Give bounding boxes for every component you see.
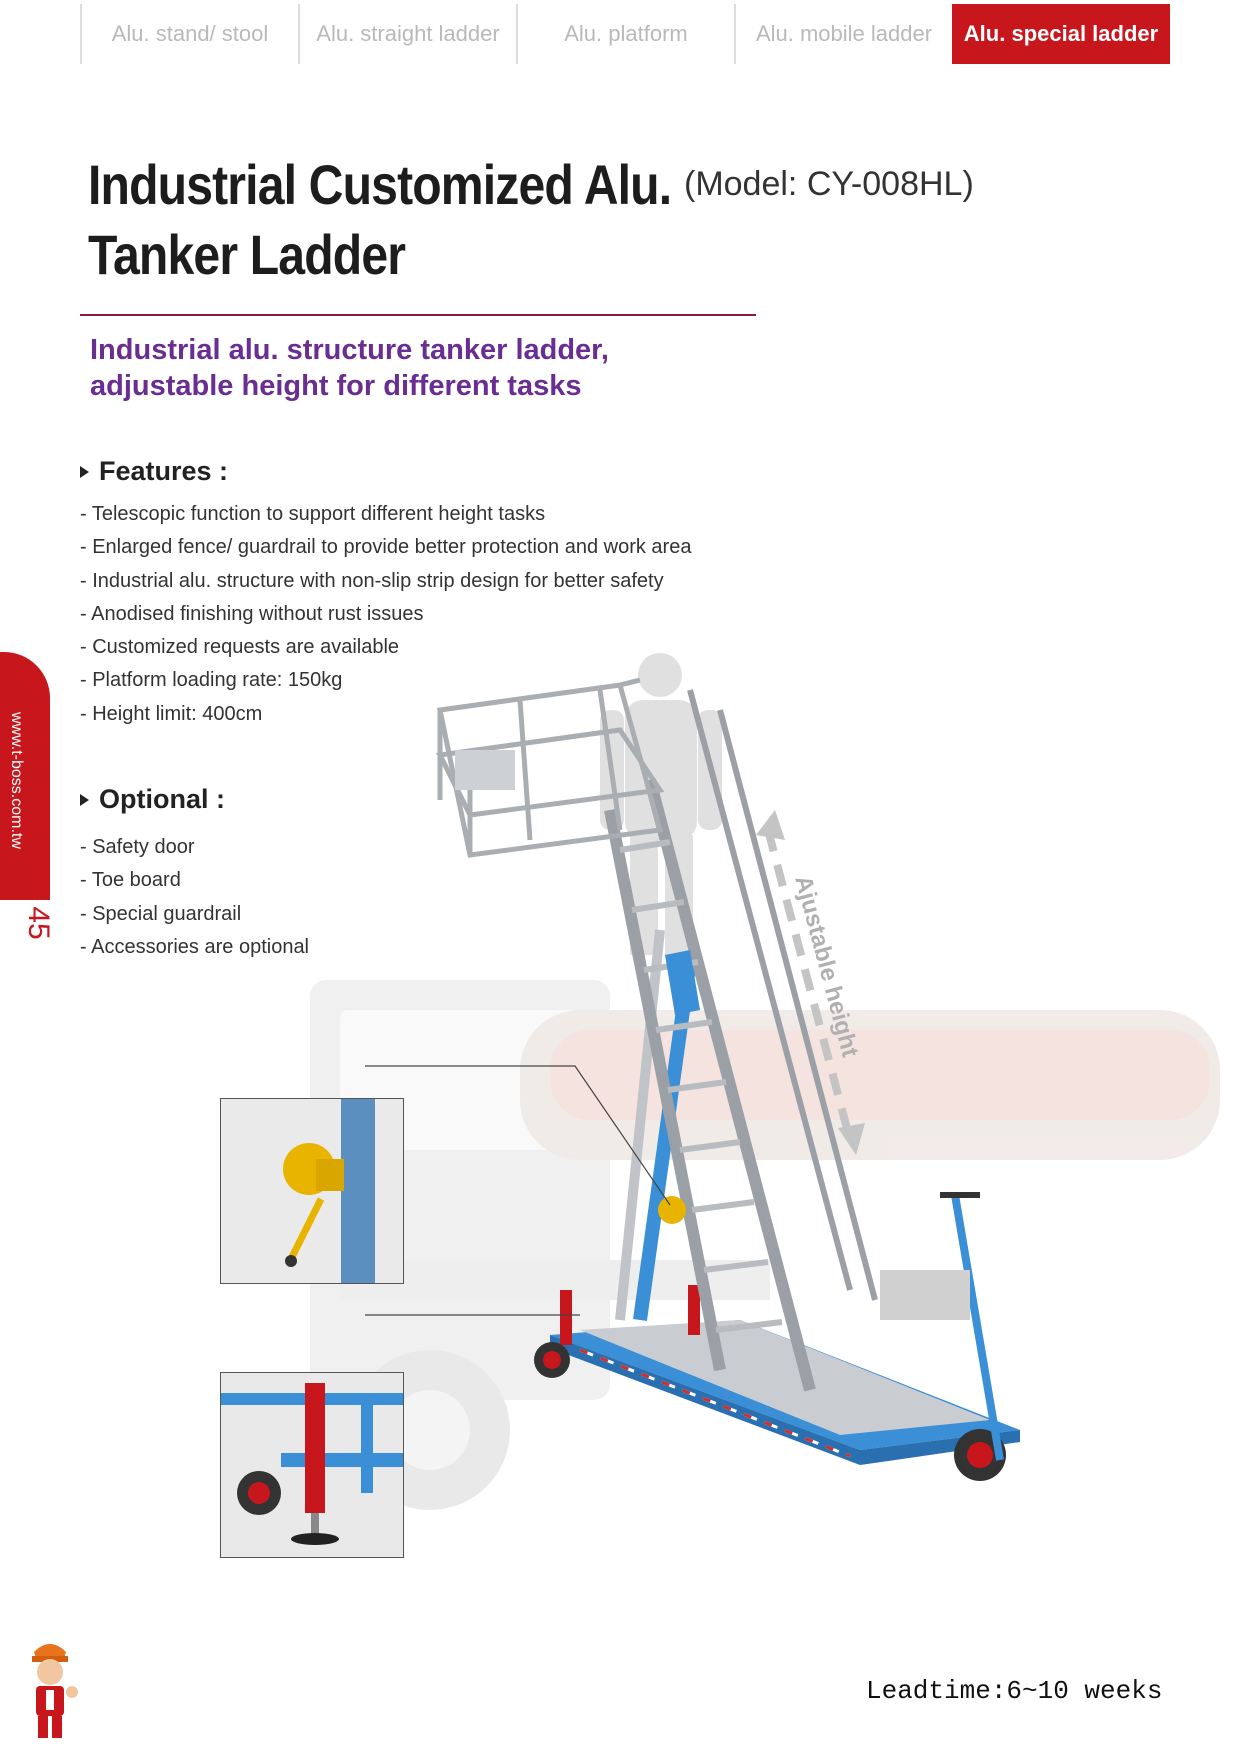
winch-detail-inset <box>220 1098 404 1284</box>
list-item: - Toe board <box>80 869 181 892</box>
winch-icon <box>658 1196 686 1224</box>
jack-detail-inset <box>220 1372 404 1558</box>
tab-alu-platform[interactable]: Alu. platform <box>516 4 734 64</box>
subtitle-line-1: Industrial alu. structure tanker ladder, <box>90 334 609 366</box>
list-item: - Special guardrail <box>80 902 242 925</box>
features-heading <box>80 456 228 487</box>
page-title <box>88 150 671 290</box>
title-divider <box>80 314 756 316</box>
list-item: - Accessories are optional <box>80 935 310 958</box>
title-line-2: Tanker Ladder <box>88 223 406 286</box>
subtitle-line-2: adjustable height for different tasks <box>90 370 582 402</box>
optional-heading-label: Optional : <box>99 784 225 814</box>
list-item: - Height limit: 400cm <box>80 702 263 725</box>
triangle-bullet-icon <box>80 466 89 478</box>
mascot-logo <box>20 1636 80 1742</box>
tab-alu-straight-ladder[interactable]: Alu. straight ladder <box>298 4 516 64</box>
title-line-1: Industrial Customized Alu. <box>88 153 672 216</box>
category-tabs <box>80 4 1170 64</box>
list-item: - Anodised finishing without rust issues <box>80 602 424 625</box>
page-number: 45 <box>22 906 55 940</box>
list-item: - Safety door <box>80 836 195 858</box>
website-url[interactable]: www.t-boss.com.tw <box>8 712 25 849</box>
tab-alu-special-ladder[interactable]: Alu. special ladder <box>952 4 1170 64</box>
triangle-bullet-icon <box>80 794 89 806</box>
list-item: - Enlarged fence/ guardrail to provide better protection and work area <box>80 536 692 559</box>
subtitle <box>90 332 609 404</box>
list-item: - Platform loading rate: 150kg <box>80 669 343 692</box>
list-item: - Industrial alu. structure with non-slip strip design for better safety <box>80 569 664 592</box>
adjustable-height-label: Ajustable height <box>789 872 864 1060</box>
optional-heading <box>80 784 225 815</box>
tab-alu-mobile-ladder[interactable]: Alu. mobile ladder <box>734 4 952 64</box>
features-heading-label: Features : <box>99 456 229 486</box>
list-item: - Telescopic function to support different height tasks <box>80 503 546 525</box>
list-item: - Customized requests are available <box>80 636 400 659</box>
model-number: (Model: CY-008HL) <box>684 165 974 203</box>
truck-background <box>310 980 1220 1510</box>
leadtime-note: Leadtime:6~10 weeks <box>866 1676 1163 1706</box>
tab-alu-stand-stool[interactable]: Alu. stand/ stool <box>80 4 298 64</box>
